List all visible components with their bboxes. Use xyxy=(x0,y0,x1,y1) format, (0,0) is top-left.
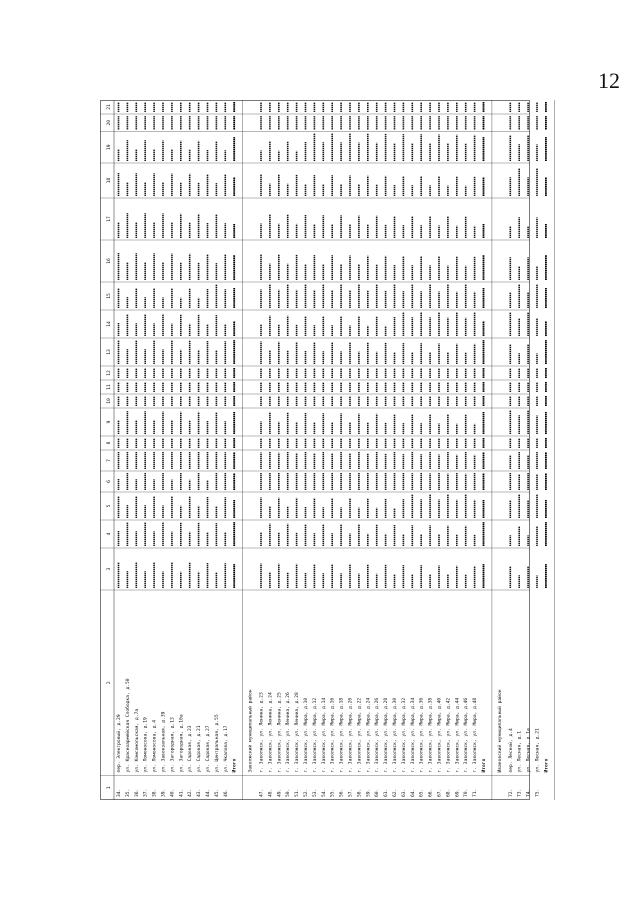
row-address: ул. Ломоносова, д.19 xyxy=(143,717,149,773)
column-number: 10 xyxy=(107,398,112,404)
row-address: ул. Центральная, д.55 xyxy=(214,714,220,773)
row-address: г. Заволжск, ул. Мира, д.38 xyxy=(428,697,434,773)
row-address: ул. Лесная, д.1а xyxy=(526,728,532,773)
row-number: 73. xyxy=(517,788,523,797)
row-number: 70. xyxy=(464,788,470,797)
column-number: 2 xyxy=(107,681,112,685)
row-address: г. Заволжск, ул. Мира, д.48 xyxy=(473,697,479,773)
rotated-table-scan xyxy=(100,100,550,800)
row-number: 62. xyxy=(393,788,398,797)
row-address: г. Заволжск, ул. Ленина, д.26 xyxy=(286,692,292,773)
column-number: 4 xyxy=(107,532,112,536)
total-label: Итого xyxy=(482,758,487,773)
column-number: 8 xyxy=(107,441,112,445)
column-number: 12 xyxy=(107,370,112,376)
row-number: 67. xyxy=(437,788,443,797)
row-address: г. Заволжск, ул. Мира, д.32 xyxy=(401,697,407,773)
row-number: 72. xyxy=(508,788,514,797)
row-address: пер. Электровый, д.29 xyxy=(117,714,122,773)
row-number: 63. xyxy=(401,788,407,797)
row-address: ул. Садовая, д.23 xyxy=(188,725,194,773)
column-number: 1 xyxy=(107,786,112,790)
row-number: 61. xyxy=(384,788,390,797)
column-number: 9 xyxy=(107,420,112,424)
column-number: 14 xyxy=(107,321,112,327)
row-number: 55. xyxy=(330,788,336,797)
page-number: 12 xyxy=(598,68,620,93)
row-number: 48. xyxy=(268,788,274,797)
row-address: г. Заволжск, ул. Мира, д.14 xyxy=(321,697,327,773)
row-address: г. Заволжск, ул. Мира, д.12 xyxy=(312,697,318,773)
row-number: 41. xyxy=(179,788,185,797)
column-number: 11 xyxy=(107,384,112,390)
row-address: г. Заволжск, ул. Мира, д.30 xyxy=(393,697,398,773)
section-title: Ивановский муниципальный район xyxy=(497,689,503,773)
row-address: ул. Красноармейская Слободка, д.50 xyxy=(125,678,131,773)
row-address: ул. Садовая, д.21 xyxy=(197,725,203,773)
row-address: ул. Садовая, д.27 xyxy=(206,725,211,773)
row-address: г. Заволжск, ул. Мира, д.44 xyxy=(455,697,461,773)
column-number: 3 xyxy=(107,567,112,571)
row-address: ул. Комсомольская, д.7а xyxy=(134,708,140,773)
register-table xyxy=(100,100,550,800)
row-number: 44. xyxy=(206,788,211,797)
row-address: г. Заволжск, ул. Мира, д.42 xyxy=(446,697,452,773)
row-number: 50. xyxy=(286,788,292,797)
row-address: ул. Завокзальная, д.39 xyxy=(161,711,167,773)
row-number: 75. xyxy=(535,788,541,797)
row-number: 64. xyxy=(410,788,416,797)
row-address: г. Заволжск, ул. Мира, д.28 xyxy=(384,697,390,773)
row-number: 37. xyxy=(143,788,149,797)
row-number: 71. xyxy=(473,788,479,797)
row-number: 51. xyxy=(295,788,301,797)
row-number: 59. xyxy=(366,788,372,797)
row-address: г. Заволжск, ул. Ленина, д.28 xyxy=(295,692,301,773)
row-number: 35. xyxy=(125,788,131,797)
row-address: г. Заволжск, ул. Мира, д.20 xyxy=(348,697,354,773)
row-address: г. Заволжск, ул. Мира, д.46 xyxy=(464,697,470,773)
row-address: г. Заволжск, ул. Мира, д.40 xyxy=(437,697,443,773)
row-number: 69. xyxy=(455,788,461,797)
row-address: г. Заволжск, ул. Мира, д.36 xyxy=(419,697,425,773)
row-number: 74. xyxy=(526,788,532,797)
row-address: ул. Загородная, д.13 xyxy=(170,717,176,773)
row-number: 39. xyxy=(161,788,167,797)
row-number: 38. xyxy=(152,788,158,797)
row-address: г. Заволжск, ул. Мира, д.22 xyxy=(357,697,363,773)
row-address: г. Заволжск, ул. Мира, д.16 xyxy=(330,697,336,773)
row-address: г. Заволжск, ул. Ленина, д.24 xyxy=(268,692,274,773)
row-number: 68. xyxy=(446,788,452,797)
column-number: 16 xyxy=(107,258,112,264)
column-number: 15 xyxy=(107,293,112,299)
row-number: 56. xyxy=(339,788,345,797)
section-title: Заволжский муниципальный район xyxy=(248,689,254,773)
row-number: 47. xyxy=(259,788,265,797)
row-address: г. Заволжск, ул. Ленина, д.23 xyxy=(259,692,265,773)
row-address: ул. Загородная, д.10а xyxy=(179,714,185,773)
column-number: 7 xyxy=(107,459,112,462)
row-address: ул. Ломоносова, д.4 xyxy=(152,719,158,773)
row-number: 45. xyxy=(214,788,220,797)
column-number: 13 xyxy=(107,349,112,355)
row-number: 42. xyxy=(188,788,194,797)
row-number: 65. xyxy=(419,788,425,797)
column-number: 5 xyxy=(107,504,112,508)
column-number: 17 xyxy=(107,216,112,222)
column-number: 20 xyxy=(107,119,112,126)
column-number: 18 xyxy=(107,177,112,184)
row-number: 53. xyxy=(312,788,318,797)
row-address: г. Заволжск, ул. Мира, д.34 xyxy=(410,697,416,773)
row-number: 54. xyxy=(321,788,327,797)
row-number: 52. xyxy=(304,788,309,797)
row-number: 49. xyxy=(277,788,283,797)
row-address: г. Заволжск, ул. Мира, д.26 xyxy=(375,697,381,773)
row-address: пер. Лесной, д.4 xyxy=(508,728,514,773)
row-number: 58. xyxy=(357,788,363,797)
row-number: 36. xyxy=(134,788,140,797)
total-label: Итого xyxy=(544,758,550,773)
row-address: ул. Чкалова, д.17 xyxy=(223,725,229,773)
row-address: ул. Лесная, д.21 xyxy=(535,728,541,773)
row-number: 46. xyxy=(223,788,229,797)
row-address: г. Заволжск, ул. Мира, д.18 xyxy=(339,697,345,773)
row-number: 57. xyxy=(348,788,354,797)
row-number: 43. xyxy=(197,788,203,797)
column-number: 6 xyxy=(107,480,112,483)
row-address: г. Заволжск, ул. Мира, д.10 xyxy=(304,697,309,773)
row-number: 40. xyxy=(170,788,176,797)
column-number: 19 xyxy=(107,144,112,151)
column-number: 21 xyxy=(107,104,112,110)
row-address: ул. Лесная, д.1 xyxy=(517,731,523,773)
row-address: г. Заволжск, ул. Ленина, д.25 xyxy=(277,692,283,773)
total-label: Итого xyxy=(232,758,238,773)
row-address: г. Заволжск, ул. Мира, д.24 xyxy=(366,697,372,773)
row-number: 34. xyxy=(117,788,122,797)
row-number: 60. xyxy=(375,788,381,797)
row-number: 66. xyxy=(428,788,434,797)
